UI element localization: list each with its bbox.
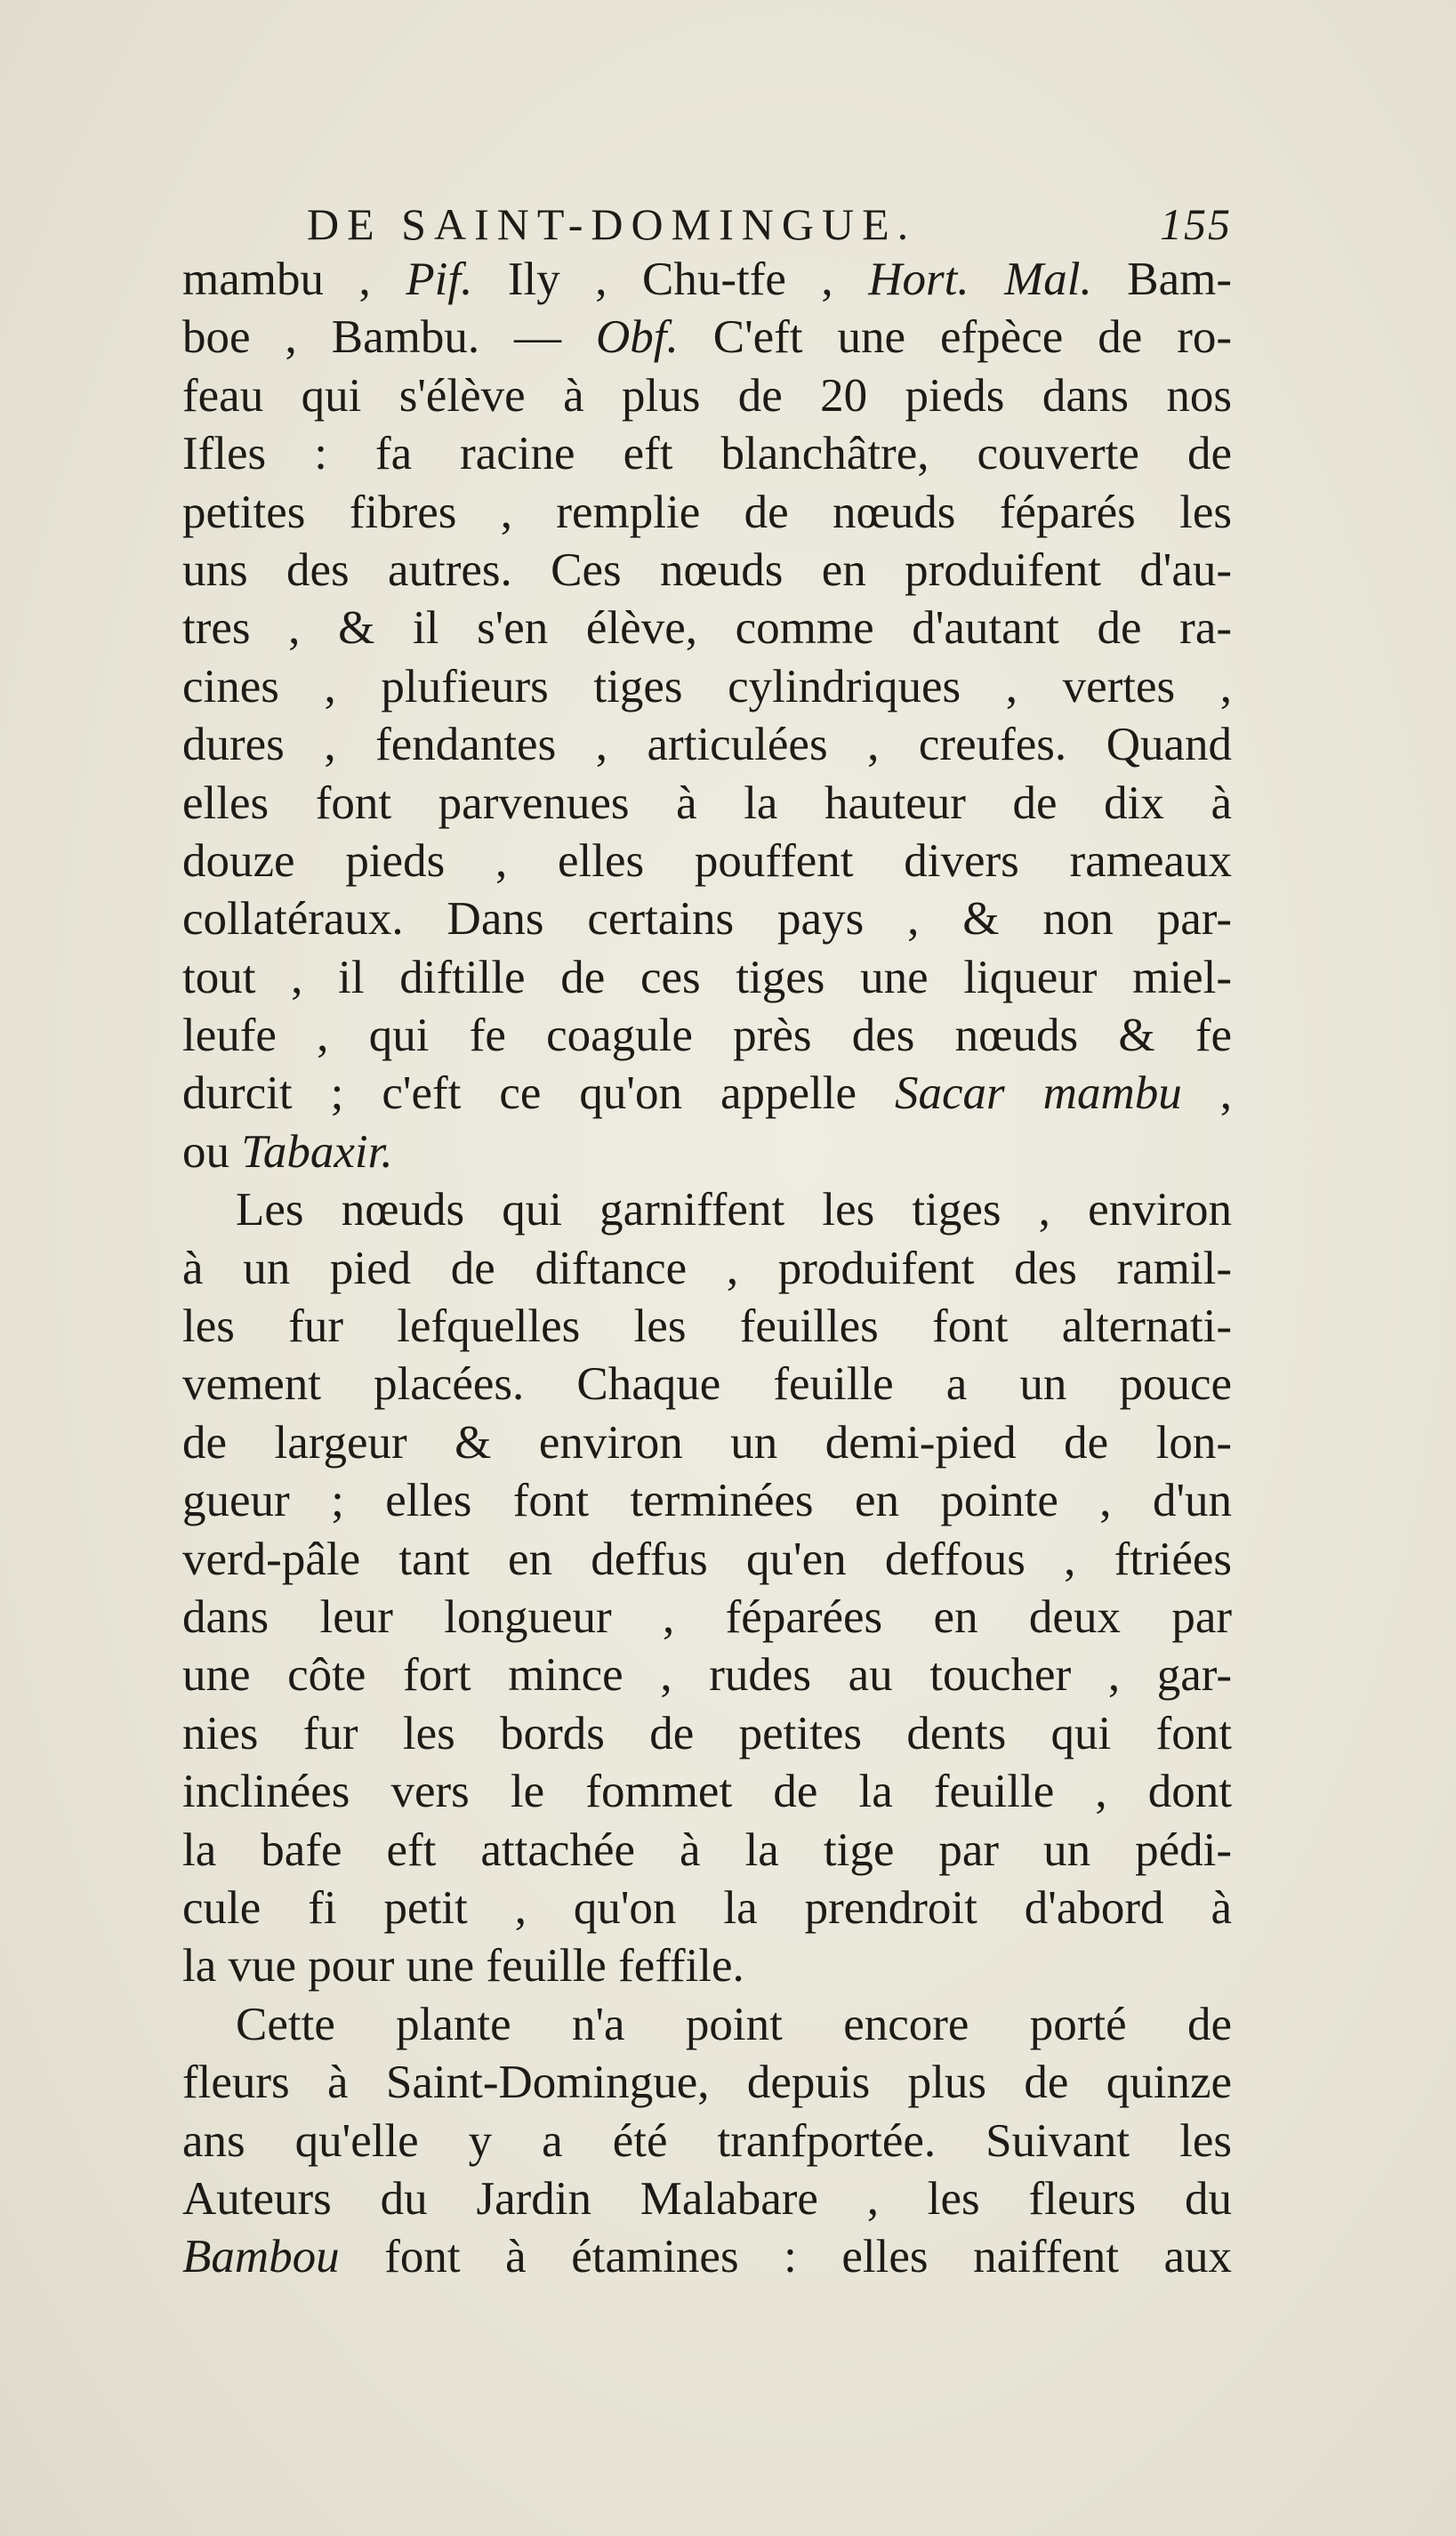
text-run: font à étamines : elles naiffent aux: [339, 2231, 1232, 2283]
text-run: vement placées. Chaque feuille a un pouce: [182, 1358, 1232, 1411]
text-run: la vue pour une feuille feffile.: [182, 1940, 744, 1993]
text-run: uns des autres. Ces nœuds en produifent d'au-: [182, 543, 1232, 596]
text-line: [182, 1181, 1232, 1239]
text-line: [182, 1646, 1232, 1704]
text-line: [182, 1298, 1232, 1356]
text-run: une côte fort mince , rudes au toucher , gar-: [182, 1649, 1232, 1702]
text-line: [182, 1937, 1232, 1995]
text-line: [182, 1589, 1232, 1646]
text-run: verd-pâle tant en deffus qu'en deffous , ftriées: [182, 1533, 1232, 1585]
text-run: leufe , qui fe coagule près des nœuds & fe: [182, 1010, 1232, 1062]
text-run: elles font parvenues à la hauteur de dix à: [182, 777, 1232, 829]
text-run: collatéraux. Dans certains pays , & non par-: [182, 893, 1232, 946]
text-line: [182, 1531, 1232, 1589]
text-line: [182, 890, 1232, 948]
text-run: feau qui s'élève à plus de 20 pieds dans nos: [182, 369, 1232, 422]
text-line: [182, 775, 1232, 833]
text-run: petites fibres , remplie de nœuds féparés les: [182, 486, 1232, 538]
text-run: fleurs à Saint-Domingue, depuis plus de quinze: [182, 2057, 1232, 2109]
text-run: gueur ; elles font terminées en pointe , d'un: [182, 1475, 1232, 1527]
text-run: la bafe eft attachée à la tige par un pédi-: [182, 1824, 1232, 1876]
text-run: durcit ; c'eft ce qu'on appelle: [182, 1067, 896, 1120]
page-number: 155: [1160, 199, 1232, 249]
text-run: les fur lefquelles les feuilles font alternati-: [182, 1300, 1232, 1353]
text-run: Ily , Chu-tfe ,: [472, 254, 869, 305]
text-run: douze pieds , elles pouffent divers rameaux: [182, 834, 1232, 887]
text-line: [182, 251, 1232, 309]
text-line: [182, 1472, 1232, 1530]
text-run: dans leur longueur , féparées en deux par: [182, 1590, 1232, 1643]
text-line: [182, 1880, 1232, 1937]
text-run: ans qu'elle y a été tranfportée. Suivant les: [182, 2114, 1232, 2167]
text-line: [182, 949, 1232, 1007]
text-line: [182, 833, 1232, 890]
text-line: [182, 2228, 1232, 2286]
text-run: cule fi petit , qu'on la prendroit d'abord à: [182, 1881, 1232, 1934]
text-run: nies fur les bords de petites dents qui font: [182, 1707, 1232, 1759]
text-run: Cette plante n'a point encore porté de: [236, 1998, 1232, 2050]
text-run: tres , & il s'en élève, comme d'autant de ra-: [182, 602, 1232, 655]
italic-text: Obf.: [596, 311, 679, 364]
text-run: cines , plufieurs tiges cylindriques , vertes ,: [182, 660, 1232, 712]
text-line: [182, 1123, 1232, 1181]
text-line: [182, 309, 1232, 366]
text-run: Ifles : fa racine eft blanchâtre, couverte de: [182, 428, 1232, 480]
text-line: [182, 658, 1232, 716]
text-line: [182, 2113, 1232, 2170]
text-line: [182, 1414, 1232, 1472]
text-line: [182, 1996, 1232, 2054]
text-run: de largeur & environ un demi-pied de lon-: [182, 1416, 1232, 1469]
text-line: [182, 1007, 1232, 1065]
running-head: [182, 197, 1232, 251]
text-run: inclinées vers le fommet de la feuille , dont: [182, 1766, 1232, 1818]
text-run: à un pied de diftance , produifent des ramil-: [182, 1242, 1232, 1294]
text-run: boe , Bambu. —: [182, 311, 597, 364]
text-line: [182, 425, 1232, 483]
text-line: [182, 1822, 1232, 1880]
text-line: [182, 1705, 1232, 1763]
text-line: [182, 1763, 1232, 1821]
italic-text: Bambou: [182, 2231, 340, 2283]
text-line: [182, 1065, 1232, 1123]
text-line: [182, 716, 1232, 774]
text-run: dures , fendantes , articulées , creufes. Quand: [182, 719, 1232, 771]
text-run: Bam-: [1091, 254, 1233, 305]
body-text: [182, 251, 1232, 2287]
text-line: [182, 1240, 1232, 1298]
italic-text: Pif.: [406, 254, 473, 305]
text-run: Les nœuds qui garniffent les tiges , environ: [236, 1184, 1232, 1236]
text-run: C'eft une efpèce de ro-: [678, 311, 1233, 364]
text-run: mambu ,: [182, 254, 406, 305]
italic-text: Hort. Mal.: [868, 254, 1092, 305]
text-line: [182, 1356, 1232, 1413]
text-line: [182, 2170, 1232, 2228]
text-run: Auteurs du Jardin Malabare , les fleurs du: [182, 2172, 1232, 2225]
italic-text: Tabaxir.: [241, 1125, 393, 1178]
text-run: ou: [182, 1125, 242, 1178]
text-line: [182, 542, 1232, 600]
text-line: [182, 484, 1232, 542]
text-line: [182, 2054, 1232, 2112]
text-line: [182, 600, 1232, 657]
italic-text: Sacar mambu: [895, 1067, 1182, 1120]
text-run: ,: [1181, 1067, 1232, 1120]
text-run: tout , il diftille de ces tiges une liqueur miel-: [182, 951, 1232, 1003]
text-line: [182, 367, 1232, 425]
running-title: DE SAINT-DOMINGUE.: [307, 199, 917, 249]
